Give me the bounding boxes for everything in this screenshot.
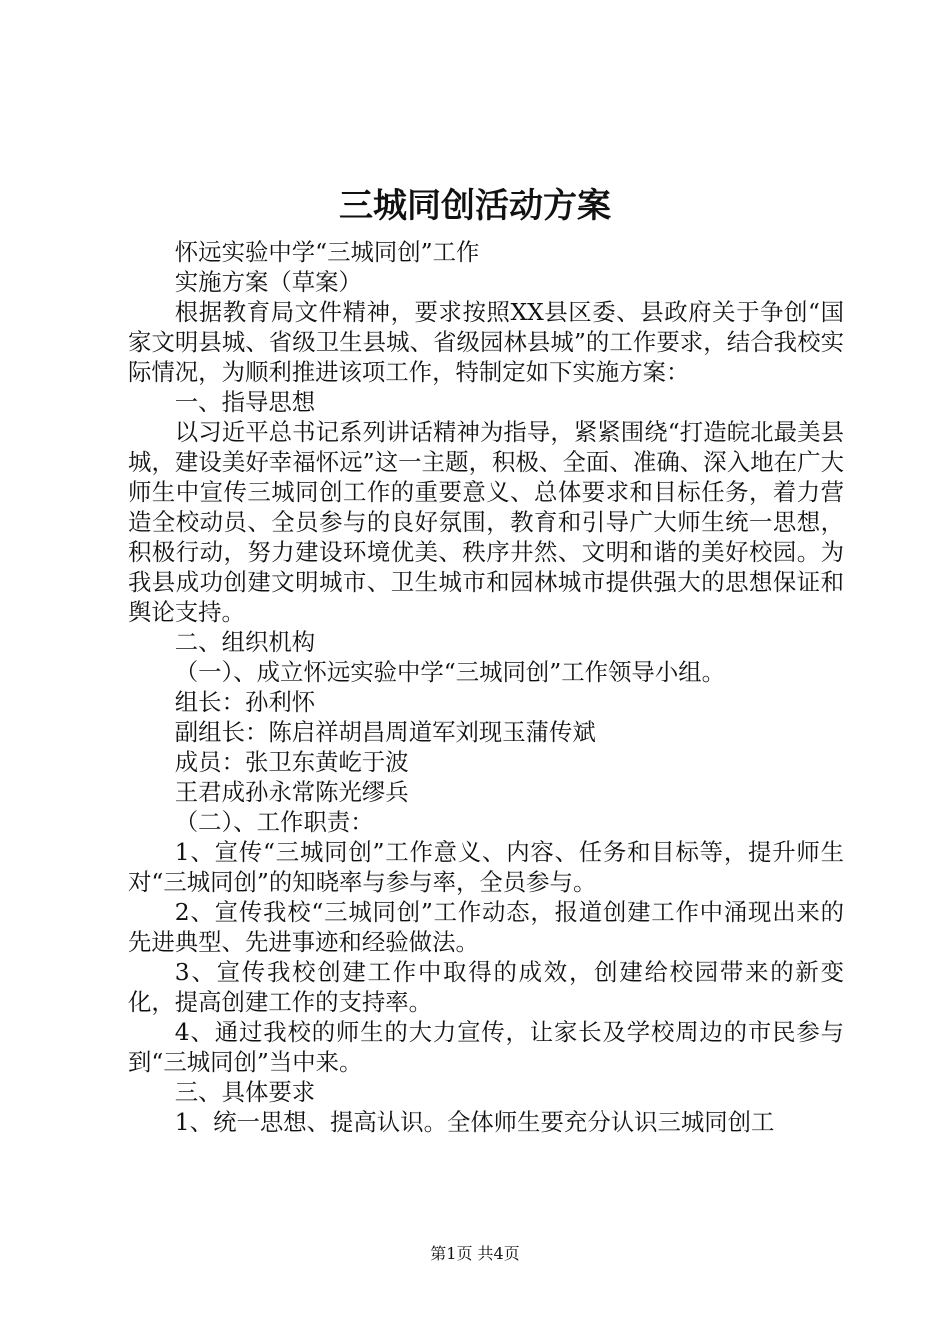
- paragraph-duty-2: 2、宣传我校“三城同创”工作动态，报道创建工作中涌现出来的先进典型、先进事迹和经验做法。: [128, 898, 844, 956]
- paragraph-duty-1: 1、宣传“三城同创”工作意义、内容、任务和目标等，提升师生对“三城同创”的知晓率与参与率，全员参与。: [128, 838, 844, 896]
- paragraph-leading-group: （一）、成立怀远实验中学“三城同创”工作领导小组。: [174, 658, 725, 686]
- section-heading-requirements: 三、具体要求: [174, 1078, 316, 1106]
- page-title: 三城同创活动方案: [339, 186, 611, 226]
- section-heading-organization: 二、组织机构: [174, 628, 316, 656]
- paragraph-requirement-1: 1、统一思想、提高认识。全体师生要充分认识三城同创工: [174, 1108, 775, 1136]
- paragraph-members-continued: 王君成孙永常陈光缪兵: [174, 778, 409, 806]
- paragraph-duties-heading: （二）、工作职责：: [174, 808, 374, 836]
- document-body: [128, 237, 844, 1137]
- paragraph-deputy-leaders: 副组长：陈启祥胡昌周道军刘现玉蒲传斌: [174, 718, 596, 746]
- paragraph-intro: 根据教育局文件精神，要求按照XX县区委、县政府关于争创“国家文明县城、省级卫生县城、省级园林县城”的工作要求，结合我校实际情况，为顺利推进该项工作，特制定如下实施方案：: [128, 298, 844, 386]
- paragraph-duty-3: 3、宣传我校创建工作中取得的成效，创建给校园带来的新变化，提高创建工作的支持率。: [128, 958, 844, 1016]
- paragraph-guiding-ideology: 以习近平总书记系列讲话精神为指导，紧紧围绕“打造皖北最美县城，建设美好幸福怀远”这一主题，积极、全面、准确、深入地在广大师生中宣传三城同创工作的重要意义、总体要求和目标任务，着力营造全校动员、全员参与的良好氛围，教育和引导广大师生统一思想，积极行动，努力建设环境优美、秩序井然、文明和谐的美好校园。为我县成功创建文明城市、卫生城市和园林城市提供强大的思想保证和舆论支持。: [128, 418, 844, 626]
- paragraph-group-leader: 组长：孙利怀: [174, 688, 316, 716]
- page-footer: 第1页 共4页: [430, 1244, 520, 1263]
- paragraph-plan-subtitle: 实施方案（草案）: [174, 268, 362, 296]
- paragraph-school-line: 怀远实验中学“三城同创”工作: [174, 238, 480, 266]
- paragraph-members: 成员：张卫东黄屹于波: [174, 748, 409, 776]
- paragraph-duty-4: 4、通过我校的师生的大力宣传，让家长及学校周边的市民参与到“三城同创”当中来。: [128, 1018, 844, 1076]
- section-heading-guiding-ideology: 一、指导思想: [174, 388, 316, 416]
